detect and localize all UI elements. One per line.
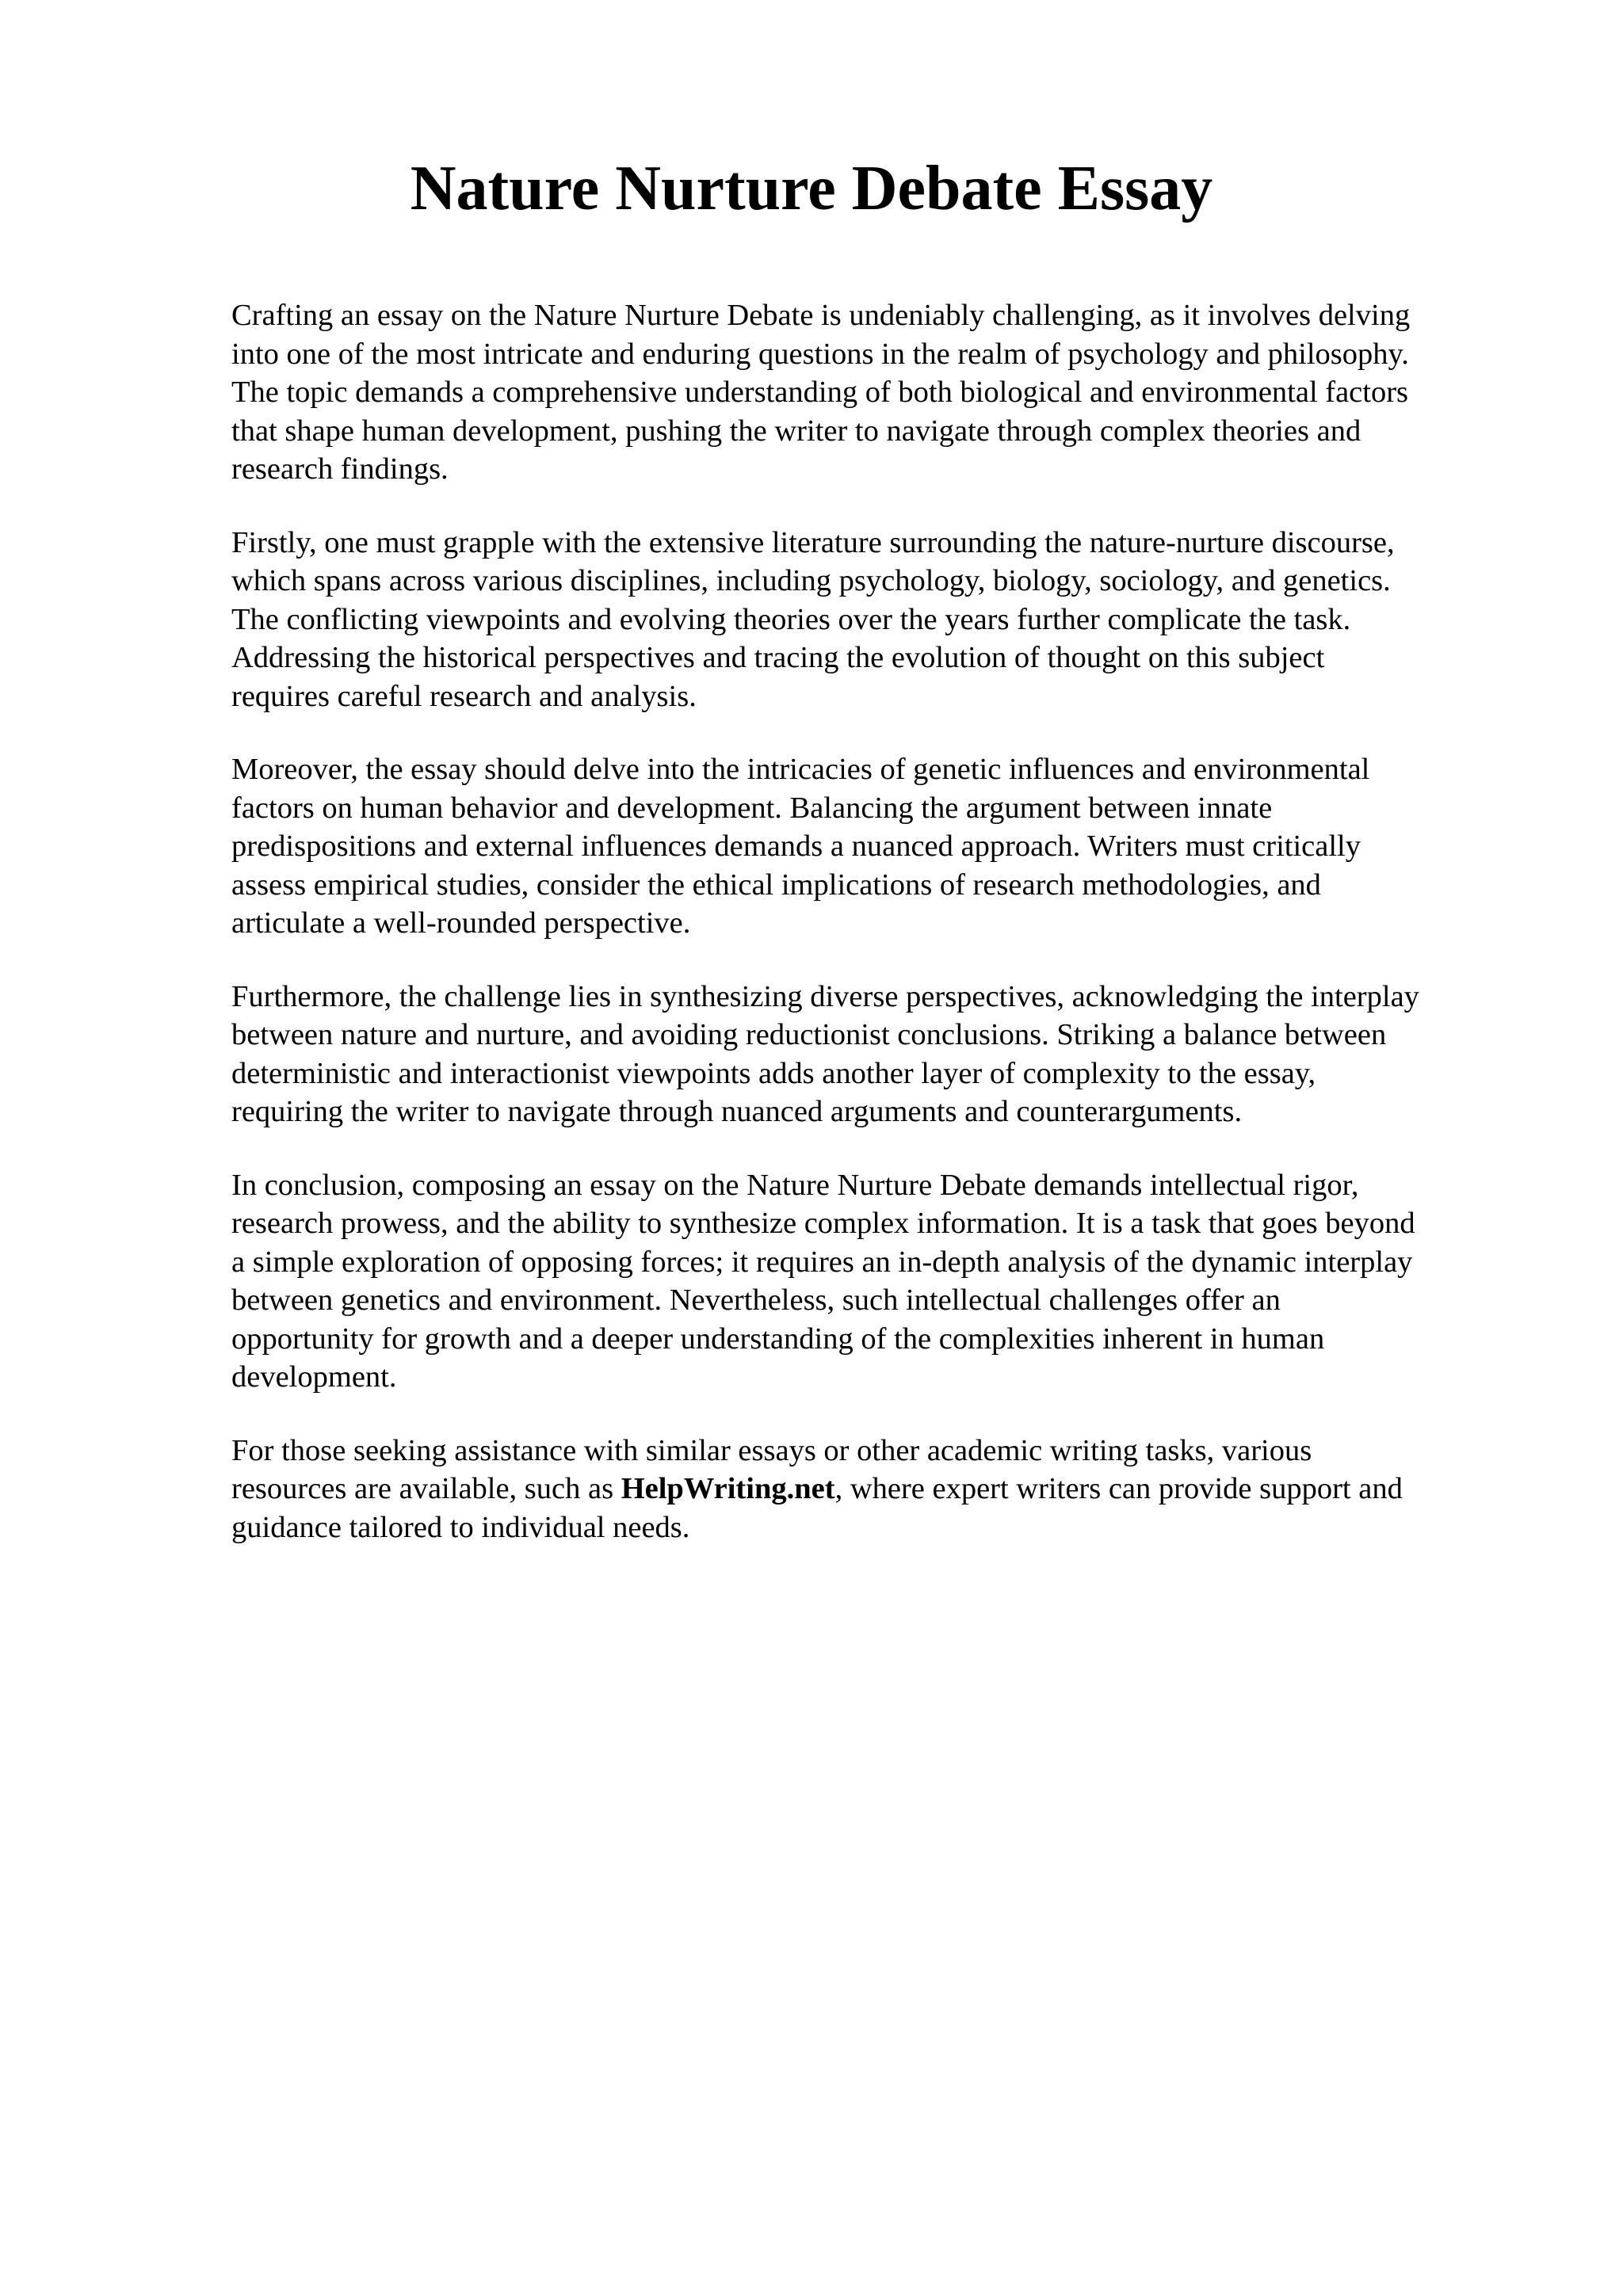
text-line: between nature and nurture, and avoiding reductionist conclusions. Striking a balance between [231,1018,1387,1051]
paragraph-moreover [231,750,1531,943]
helpwriting-link[interactable]: HelpWriting.net [621,1472,835,1505]
text-line: Addressing the historical perspectives and tracing the evolution of thought on this subject [231,641,1325,674]
text-line: that shape human development, pushing the writer to navigate through complex theories and [231,414,1361,448]
text-line-with-link [231,1470,1531,1508]
text-line: predispositions and external influences demands a nuanced approach. Writers must critically [231,830,1361,863]
text-line: guidance tailored to individual needs. [231,1510,690,1544]
text-line: deterministic and interactionist viewpoints adds another layer of complexity to the essay, [231,1056,1316,1090]
text-line: In conclusion, composing an essay on the Nature Nurture Debate demands intellectual rigor, [231,1168,1359,1202]
paragraph-firstly [231,524,1531,716]
text-line: into one of the most intricate and enduring questions in the realm of psychology and philosophy. [231,337,1409,371]
text-line: Furthermore, the challenge lies in synthesizing diverse perspectives, acknowledging the interplay [231,979,1419,1013]
text-line: requires careful research and analysis. [231,679,697,713]
text-line: Crafting an essay on the Nature Nurture Debate is undeniably challenging, as it involves delving [231,299,1411,332]
paragraph-furthermore [231,978,1531,1131]
text-line: assess empirical studies, consider the ethical implications of research methodologies, and [231,868,1321,902]
text-line: a simple exploration of opposing forces; it requires an in-depth analysis of the dynamic interplay [231,1245,1413,1279]
text-line: articulate a well-rounded perspective. [231,906,691,940]
text-line: Firstly, one must grapple with the extensive literature surrounding the nature-nurture discourse, [231,525,1395,559]
text-line: development. [231,1360,397,1394]
text-line: requiring the writer to navigate through nuanced arguments and counterarguments. [231,1095,1243,1128]
text-fragment: resources are available, such as [231,1472,621,1505]
text-line: Moreover, the essay should delve into the intricacies of genetic influences and environmental [231,753,1370,786]
paragraph-conclusion [231,1166,1531,1397]
text-line: For those seeking assistance with similar essays or other academic writing tasks, various [231,1433,1312,1467]
text-line: factors on human behavior and development. Balancing the argument between innate [231,791,1273,825]
text-line: The conflicting viewpoints and evolving theories over the years further complicate the task. [231,602,1351,636]
text-line: The topic demands a comprehensive understanding of both biological and environmental factors [231,376,1409,409]
text-line: which spans across various disciplines, including psychology, biology, sociology, and genetics. [231,564,1391,597]
text-fragment: , where expert writers can provide support and [834,1472,1403,1505]
document-body [231,296,1531,1581]
paragraph-closing [231,1432,1531,1547]
text-line: opportunity for growth and a deeper understanding of the complexities inherent in human [231,1322,1325,1356]
text-line: research prowess, and the ability to synthesize complex information. It is a task that goes beyond [231,1207,1415,1240]
document-title: Nature Nurture Debate Essay [410,154,1213,223]
text-line: between genetics and environment. Nevertheless, such intellectual challenges offer an [231,1283,1281,1317]
text-line: research findings. [231,452,449,486]
paragraph-intro [231,296,1531,489]
